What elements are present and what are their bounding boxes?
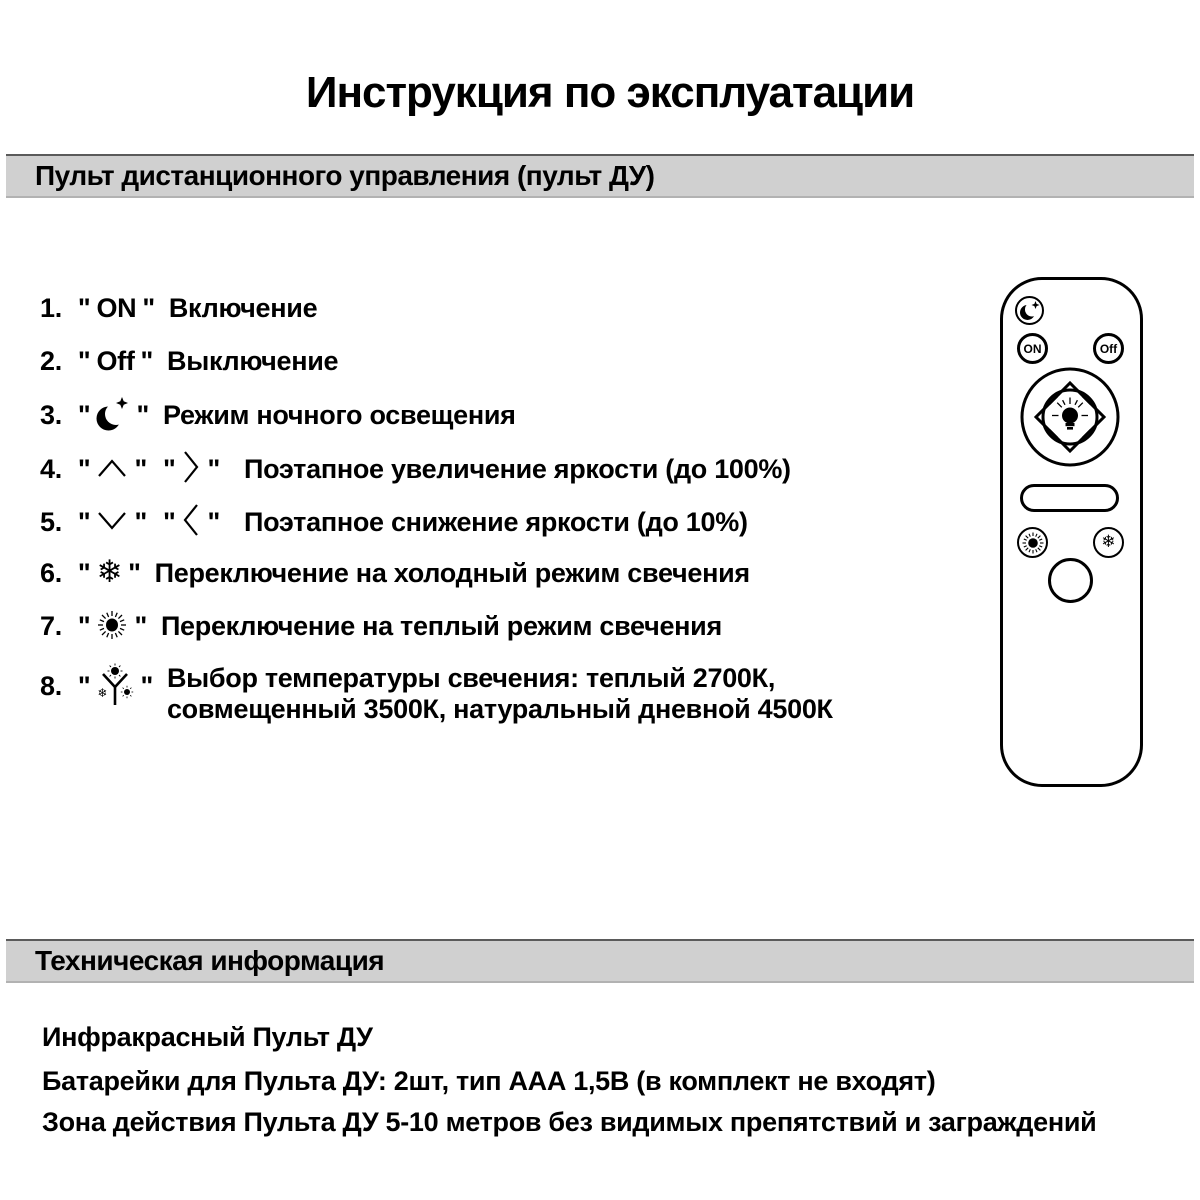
chevron-right-icon — [181, 454, 201, 484]
snowflake-icon: ❄ — [96, 554, 123, 590]
item-label: Поэтапное снижение яркости (до 10%) — [243, 507, 748, 537]
remote-control-illustration — [1000, 277, 1143, 787]
item-number: 4. — [40, 454, 62, 484]
color-temperature-icon — [96, 671, 134, 701]
warm-mode-button — [1017, 527, 1048, 558]
tech-info-line-2: Батарейки для Пульта ДУ: 2шт, тип ААА 1,5В (в комплект не входят) — [42, 1066, 936, 1096]
section-heading-technical — [6, 939, 1194, 983]
section-heading-remote-text: Пульт дистанционного управления (пульт ДУ) — [35, 160, 655, 191]
off-button-label: Off — [96, 346, 135, 376]
list-item-cold-mode — [40, 556, 750, 589]
item-label: Режим ночного освещения — [162, 400, 516, 430]
quote-mark: " — [77, 346, 91, 376]
quote-mark: " — [77, 558, 91, 588]
quote-mark: " — [140, 671, 153, 701]
quote-mark: " — [136, 400, 149, 430]
quote-mark: " — [128, 558, 141, 588]
quote-mark: " — [142, 293, 155, 323]
item-number: 8. — [40, 671, 62, 701]
svg-text:❄: ❄ — [97, 686, 108, 700]
quote-mark: " — [77, 454, 91, 484]
section-heading-remote — [6, 154, 1194, 198]
item-number: 6. — [40, 558, 62, 588]
chevron-up-icon — [96, 454, 128, 484]
snowflake-icon: ❄ — [1101, 532, 1116, 552]
on-button-label: ON — [1023, 341, 1042, 356]
cold-mode-button — [1093, 527, 1124, 558]
item-label: Включение — [168, 293, 318, 323]
quote-mark: " — [77, 671, 91, 701]
item-label-line2: совмещенный 3500К, натуральный дневной 4500К — [166, 694, 833, 724]
dpad-control — [1019, 366, 1121, 468]
night-mode-button — [1015, 296, 1044, 325]
page-title: Инструкция по эксплуатации — [305, 68, 915, 117]
quote-mark: " — [77, 400, 91, 430]
warm-sun-icon — [1021, 531, 1045, 555]
crescent-moon-icon — [96, 400, 130, 430]
list-item-off — [40, 345, 338, 377]
tech-info-line-1: Инфракрасный Пульт ДУ — [42, 1022, 373, 1052]
quote-mark: " — [140, 346, 154, 376]
quote-mark: " — [207, 454, 220, 484]
crescent-moon-icon — [1019, 300, 1041, 322]
list-item-temperature-select — [40, 663, 833, 725]
list-item-warm-mode — [40, 609, 722, 642]
quote-mark: " — [77, 293, 91, 323]
item-label: Выключение — [167, 346, 339, 376]
item-label: Переключение на теплый режим свечения — [160, 611, 722, 641]
chevron-left-icon — [181, 507, 201, 537]
quote-mark: " — [134, 507, 147, 537]
warm-sun-icon — [96, 611, 128, 641]
tech-info-line-3: Зона действия Пульта ДУ 5-10 метров без видимых препятствий и заграждений — [42, 1107, 1097, 1137]
item-number: 1. — [40, 293, 62, 323]
list-item-brightness-down — [40, 502, 748, 538]
item-label: Переключение на холодный режим свечения — [154, 558, 750, 588]
item-number: 3. — [40, 400, 62, 430]
quote-mark: " — [162, 454, 176, 484]
quote-mark: " — [77, 507, 91, 537]
quote-mark: " — [207, 507, 220, 537]
on-button-label: ON — [96, 293, 137, 323]
item-label-line1: Выбор температуры свечения: теплый 2700К, — [166, 663, 776, 693]
section-heading-technical-text: Техническая информация — [35, 945, 385, 976]
chevron-down-icon — [96, 507, 128, 537]
quote-mark: " — [77, 611, 91, 641]
round-button — [1048, 558, 1093, 603]
quote-mark: " — [134, 454, 147, 484]
item-number: 2. — [40, 346, 62, 376]
pill-button — [1020, 484, 1119, 512]
list-item-night-mode — [40, 396, 516, 433]
item-label: Поэтапное увеличение яркости (до 100%) — [243, 454, 791, 484]
quote-mark: " — [134, 611, 147, 641]
item-number: 7. — [40, 611, 62, 641]
off-button-label: Off — [1099, 341, 1118, 356]
item-number: 5. — [40, 507, 62, 537]
list-item-brightness-up — [40, 449, 791, 485]
quote-mark: " — [162, 507, 176, 537]
off-button — [1093, 333, 1124, 364]
list-item-on — [40, 292, 317, 324]
on-button — [1017, 333, 1048, 364]
item-label — [167, 663, 833, 725]
